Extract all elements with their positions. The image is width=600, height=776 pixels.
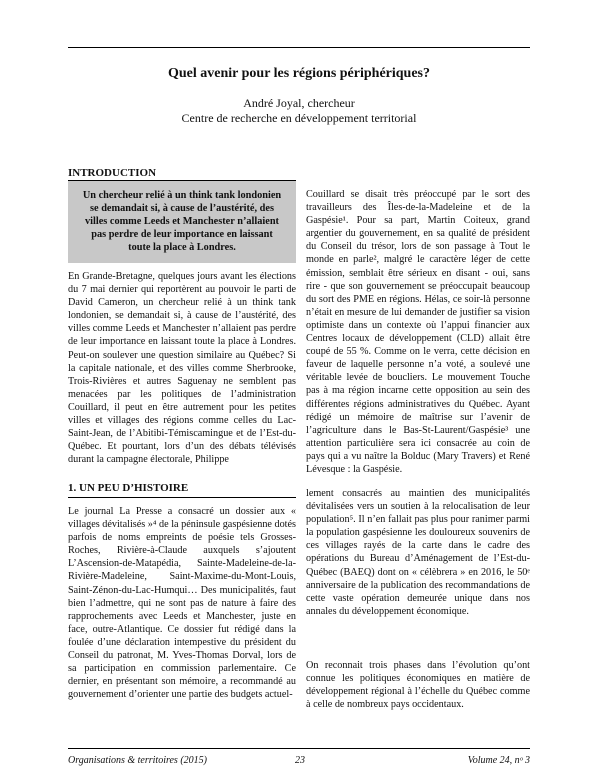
- header-rule: [68, 47, 530, 48]
- footer-page-number: 23: [295, 755, 305, 766]
- section-heading-introduction: INTRODUCTION: [68, 167, 157, 179]
- section-heading-history: 1. UN PEU D’HISTOIRE: [68, 482, 189, 494]
- author-name: André Joyal, chercheur: [243, 96, 355, 110]
- abstract-box: Un chercheur relié à un think tank londonien se demandait si, à cause de l’austérité, des villes comme Leeds et Manchester n’allaient pas perdre de leur importance en laissant toute la place à Londres.: [68, 181, 296, 263]
- section-rule: [68, 497, 296, 498]
- footer-journal: Organisations & territoires (2015): [68, 755, 207, 766]
- history-paragraph-right-2: On reconnait trois phases dans l’évolution qu’ont connue les politiques économiques en matière de développement régional à l’échelle du Québec comme à celle de nombreux pays occidentaux.: [306, 660, 530, 711]
- footer-rule: [68, 748, 530, 749]
- intro-paragraph-left: En Grande-Bretagne, quelques jours avant les élections du 7 mai dernier qui reportèrent au pouvoir le parti de David Cameron, un chercheur relié à un think tank londonien, se demandait si, à cause de l’austérité, des villes comme Leeds et Manchester n’allaient pas perdre de leur importance en laissant toute la place à Londres. Peut-on soulever une question similaire au Québec? Si la capitale nationale, et des villes comme Sherbrooke, Trois-Rivières et autres Saguenay ne semblent pas menacées par les politiques de l’administration Couillard, il peut en être autrement pour les petites villes et villages des régions comme celles du Lac-Saint-Jean, de l’Abitibi-Témiscamingue et de l’Est-du-Québec. Et pourtant, lors d’un des débats télévisés durant la campagne électorale, Philippe: [68, 271, 296, 466]
- footer-volume: Volume 24, nᵒ 3: [467, 755, 530, 766]
- author-affiliation: Centre de recherche en développement territorial: [181, 111, 417, 125]
- author-block: [68, 96, 530, 126]
- history-paragraph-right: lement consacrés au maintien des municipalités dévitalisées vers un soutien à la relocalisation de leur population⁵. Il n’en fallait pas plus pour ranimer parmi la population gaspésienne les douloureux souvenirs de ces villages rayés de la carte dans le cadre des opérations du Bureau d’Aménagement de l’Est-du-Québec (BAEQ) dont on « célèbrera » en 2016, le 50ᵉ anniversaire de la publication des recommandations de cette vaste opération demeurée unique dans nos annales du développement économique.: [306, 488, 530, 617]
- article-title: Quel avenir pour les régions périphériques?: [168, 66, 430, 81]
- intro-paragraph-right: Couillard se disait très préoccupé par le sort des travailleurs des Îles-de-la-Madeleine et de la Gaspésie¹. Pour sa part, Martin Coiteux, grand argentier du gouvernement, en sa qualité de président du Conseil du trésor, lors de son passage à Tout le monde en parle², malgré le caractère léger de cette émission, semblait être sérieux en disant - oui, sans rire - que son gouvernement se préoccupait beaucoup du sort des PME en régions. Hélas, ce soir-là personne n’était en mesure de lui demander de justifier sa vision optimiste dans un contexte où l’appui financier aux Centres locaux de développement (CLD) allait être coupé de 55 %. Comme on le verra, cette décision en faveur de laquelle personne n’a voté, a soulevé une véritable levée de boucliers. Le mouvement Touche pas à ma région incarne cette opposition au sein des différentes régions administratives du Québec. Ayant rédigé un mémoire de maîtrise sur l’avenir de l’agriculture dans le Bas-St-Laurent/Gaspésie³ une attention particulière sera ici consacrée au coin de pays qui a vu naître la Bolduc (Mary Travers) et René Lévesque : la Gaspésie.: [306, 189, 530, 475]
- history-paragraph-left: Le journal La Presse a consacré un dossier aux « villages dévitalisés »⁴ de la péninsule gaspésienne dotés parfois de noms empreints de poésie tels Grosses-Roches, Rivière-à-Claude auxquels s’ajoutent L’Ascension-de-Matapédia, Sainte-Madeleine-de-la-Rivière-Madeleine, Saint-Maxime-du-Mont-Louis, Saint-Zénon-du-Lac-Humqui… Des municipalités, faut bien l’admettre, qui ne sont pas de nature à faire des rapprochements avec Leeds et Manchester, juste en face, outre-Atlantique. Ce dossier fut rédigé dans la foulée d’une déclaration intempestive du président du Conseil du patronat, M. Yves-Thomas Dorval, lors de sa participation en commission parlementaire. Ce dernier, en présentant son mémoire, a recommandé au gouvernement d’orienter une partie des budgets actuel-: [68, 506, 296, 701]
